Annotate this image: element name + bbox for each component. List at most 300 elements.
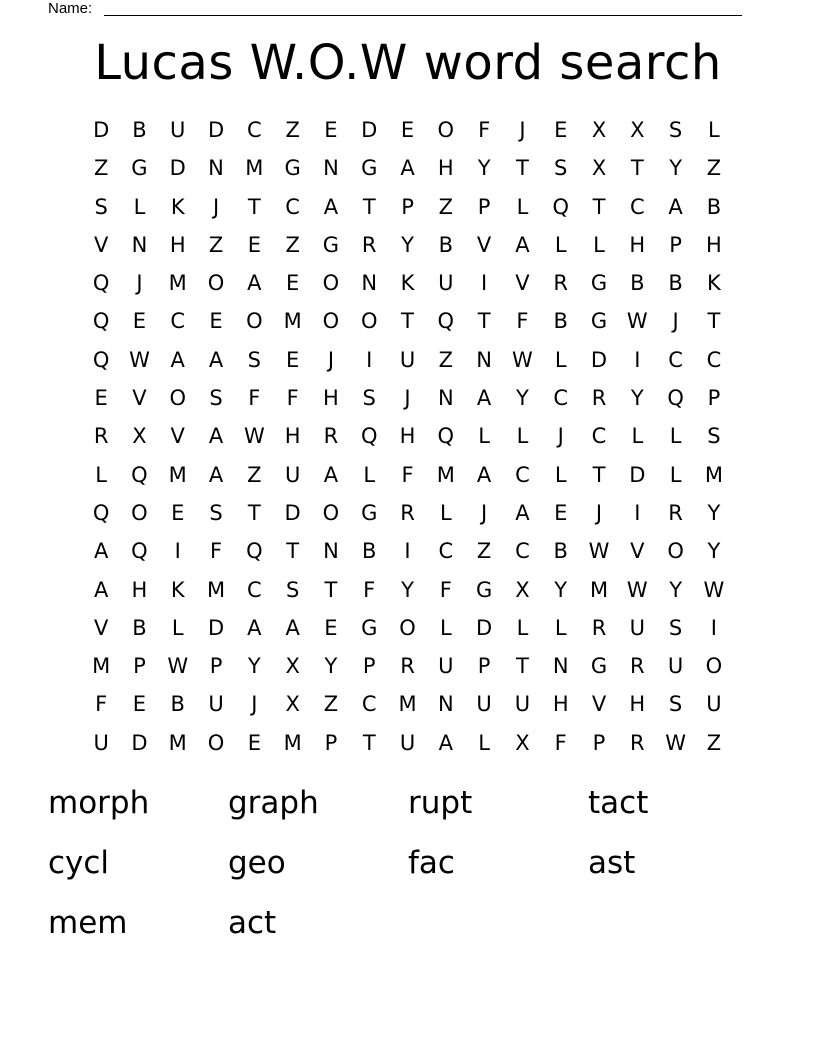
grid-letter[interactable]: M xyxy=(436,462,455,487)
grid-letter[interactable]: E xyxy=(285,271,300,296)
grid-letter[interactable]: M xyxy=(283,309,302,334)
grid-letter[interactable]: N xyxy=(476,347,492,372)
grid-letter[interactable]: V xyxy=(630,539,645,564)
grid-letter[interactable]: Y xyxy=(401,232,414,257)
grid-letter[interactable]: X xyxy=(591,118,607,142)
grid-letter[interactable]: L xyxy=(554,615,567,640)
grid-letter[interactable]: T xyxy=(707,309,721,334)
grid-letter[interactable]: E xyxy=(324,118,338,142)
grid-letter[interactable]: F xyxy=(401,462,414,487)
grid-letter[interactable]: T xyxy=(401,309,414,334)
grid-letter[interactable]: F xyxy=(439,577,452,602)
grid-letter[interactable]: S xyxy=(94,194,108,219)
grid-letter[interactable]: T xyxy=(286,539,300,564)
grid-letter[interactable]: L xyxy=(708,118,720,142)
grid-letter[interactable]: O xyxy=(169,386,186,411)
grid-letter[interactable]: O xyxy=(131,500,148,525)
grid-letter[interactable]: M xyxy=(245,156,264,181)
grid-letter[interactable]: V xyxy=(93,232,109,257)
grid-letter[interactable]: B xyxy=(630,271,645,296)
grid-letter[interactable]: U xyxy=(170,118,186,142)
grid-letter[interactable]: U xyxy=(438,271,454,296)
grid-letter[interactable]: V xyxy=(591,692,607,717)
grid-letter[interactable]: M xyxy=(283,730,302,755)
grid-letter[interactable]: N xyxy=(437,692,454,717)
grid-letter[interactable]: H xyxy=(706,232,722,257)
grid-letter[interactable]: N xyxy=(552,654,569,679)
grid-letter[interactable]: X xyxy=(132,424,147,449)
grid-letter[interactable]: S xyxy=(668,118,683,142)
grid-letter[interactable]: U xyxy=(399,730,416,755)
grid-letter[interactable]: S xyxy=(554,156,568,181)
grid-row xyxy=(82,647,733,685)
grid-letter[interactable]: Y xyxy=(669,156,683,181)
grid-letter[interactable]: J xyxy=(136,271,143,296)
grid-letter[interactable]: H xyxy=(169,232,186,257)
grid-letter[interactable]: D xyxy=(93,118,110,142)
grid-letter[interactable]: O xyxy=(322,309,340,334)
grid-letter[interactable]: W xyxy=(167,654,189,679)
grid-letter[interactable]: P xyxy=(133,654,146,679)
grid-letter[interactable]: A xyxy=(93,539,109,564)
grid-letter[interactable]: Z xyxy=(438,347,454,372)
grid-letter[interactable]: W xyxy=(243,424,265,449)
grid-letter[interactable]: E xyxy=(285,347,300,372)
grid-letter[interactable]: C xyxy=(170,309,186,334)
grid-letter[interactable]: S xyxy=(285,577,300,602)
grid-letter[interactable]: T xyxy=(516,654,529,679)
grid-letter[interactable]: I xyxy=(481,271,488,296)
grid-letter[interactable]: T xyxy=(247,500,261,525)
grid-letter[interactable]: L xyxy=(478,424,490,449)
grid-letter[interactable]: A xyxy=(93,577,109,602)
grid-letter[interactable]: I xyxy=(634,500,641,525)
grid-letter[interactable]: V xyxy=(515,271,530,296)
grid-letter[interactable]: Y xyxy=(707,500,721,525)
grid-letter[interactable]: X xyxy=(285,692,300,717)
grid-letter[interactable]: L xyxy=(363,462,376,487)
grid-letter[interactable]: H xyxy=(323,386,339,411)
grid-letter[interactable]: Q xyxy=(131,462,148,487)
grid-letter[interactable]: E xyxy=(400,118,415,142)
grid-letter[interactable]: L xyxy=(133,194,146,219)
grid-letter[interactable]: L xyxy=(554,232,567,257)
word-list-item: tact xyxy=(588,785,649,821)
grid-letter[interactable]: J xyxy=(672,309,679,334)
grid-letter[interactable]: F xyxy=(95,692,108,717)
grid-letter[interactable]: R xyxy=(93,424,109,449)
grid-letter[interactable]: L xyxy=(554,347,567,372)
grid-letter[interactable]: L xyxy=(171,615,184,640)
grid-letter[interactable]: U xyxy=(438,654,454,679)
letter-grid xyxy=(82,111,733,762)
grid-letter[interactable]: O xyxy=(705,654,723,679)
grid-letter[interactable]: O xyxy=(207,271,225,296)
grid-letter[interactable]: A xyxy=(170,347,185,372)
grid-letter[interactable]: Z xyxy=(247,462,262,487)
grid-letter[interactable]: L xyxy=(439,500,452,525)
grid-letter[interactable]: N xyxy=(131,232,148,257)
grid-letter[interactable]: L xyxy=(439,615,452,640)
grid-letter[interactable]: Q xyxy=(92,347,110,372)
grid-letter[interactable]: O xyxy=(360,309,378,334)
grid-letter[interactable]: Y xyxy=(630,386,644,411)
grid-letter[interactable]: J xyxy=(212,194,220,219)
grid-letter[interactable]: D xyxy=(207,118,225,142)
grid-letter[interactable]: W xyxy=(703,577,725,602)
grid-letter[interactable]: P xyxy=(324,730,338,755)
grid-letter[interactable]: W xyxy=(626,577,648,602)
grid-letter[interactable]: Z xyxy=(93,156,109,181)
grid-letter[interactable]: A xyxy=(285,615,300,640)
grid-letter[interactable]: C xyxy=(515,462,530,487)
grid-letter[interactable]: B xyxy=(362,539,377,564)
grid-letter[interactable]: Y xyxy=(669,577,683,602)
grid-letter[interactable]: Z xyxy=(438,194,454,219)
grid-letter[interactable]: I xyxy=(634,347,641,372)
grid-letter[interactable]: A xyxy=(208,424,224,449)
grid-letter[interactable]: F xyxy=(248,386,261,411)
grid-letter[interactable]: L xyxy=(516,194,529,219)
grid-letter[interactable]: B xyxy=(170,692,185,717)
grid-letter[interactable]: C xyxy=(629,194,645,219)
grid-letter[interactable]: E xyxy=(247,232,261,257)
grid-letter[interactable]: P xyxy=(707,386,721,411)
grid-letter[interactable]: M xyxy=(704,462,723,487)
grid-letter[interactable]: U xyxy=(208,692,224,717)
grid-letter[interactable]: T xyxy=(362,730,376,755)
grid-letter[interactable]: P xyxy=(477,654,491,679)
grid-letter[interactable]: B xyxy=(132,615,147,640)
grid-letter[interactable]: D xyxy=(361,118,378,142)
grid-letter[interactable]: W xyxy=(665,730,686,755)
grid-letter[interactable]: G xyxy=(284,156,301,181)
grid-letter[interactable]: Z xyxy=(285,118,300,142)
grid-letter[interactable]: C xyxy=(553,386,569,411)
grid-letter[interactable]: O xyxy=(399,615,416,640)
grid-letter[interactable]: K xyxy=(170,194,185,219)
grid-letter[interactable]: H xyxy=(284,424,301,449)
grid-letter[interactable]: E xyxy=(171,500,185,525)
grid-letter[interactable]: C xyxy=(515,539,530,564)
grid-letter[interactable]: N xyxy=(323,156,339,181)
grid-letter[interactable]: A xyxy=(208,347,224,372)
grid-letter[interactable]: Y xyxy=(707,539,721,564)
grid-letter[interactable]: O xyxy=(667,539,684,564)
grid-letter[interactable]: V xyxy=(476,232,492,257)
grid-letter[interactable]: J xyxy=(595,500,603,525)
grid-letter[interactable]: O xyxy=(207,730,225,755)
grid-letter[interactable]: C xyxy=(285,194,300,219)
grid-letter[interactable]: K xyxy=(170,577,185,602)
grid-letter[interactable]: U xyxy=(399,347,416,372)
grid-letter[interactable]: U xyxy=(93,730,109,755)
grid-letter[interactable]: W xyxy=(588,539,610,564)
grid-letter[interactable]: A xyxy=(476,462,492,487)
grid-letter[interactable]: Z xyxy=(323,692,339,717)
grid-letter[interactable]: P xyxy=(401,194,414,219)
grid-letter[interactable]: B xyxy=(553,539,568,564)
grid-letter[interactable]: P xyxy=(477,194,491,219)
grid-letter[interactable]: W xyxy=(512,347,533,372)
grid-letter[interactable]: Q xyxy=(92,271,110,296)
grid-letter[interactable]: H xyxy=(629,232,646,257)
grid-letter[interactable]: Y xyxy=(516,386,529,411)
grid-letter[interactable]: G xyxy=(361,156,378,181)
grid-letter[interactable]: T xyxy=(592,462,606,487)
grid-letter[interactable]: A xyxy=(515,232,530,257)
grid-letter[interactable]: G xyxy=(590,309,608,334)
grid-letter[interactable]: Z xyxy=(285,232,300,257)
grid-letter[interactable]: E xyxy=(209,309,223,334)
grid-letter[interactable]: D xyxy=(207,615,225,640)
grid-letter[interactable]: D xyxy=(590,347,608,372)
grid-letter[interactable]: R xyxy=(591,386,607,411)
grid-letter[interactable]: Y xyxy=(247,654,261,679)
grid-letter[interactable]: Z xyxy=(208,232,224,257)
grid-letter[interactable]: Y xyxy=(401,577,414,602)
grid-letter[interactable]: V xyxy=(93,615,109,640)
grid-letter[interactable]: J xyxy=(404,386,411,411)
grid-letter[interactable]: A xyxy=(323,194,339,219)
grid-letter[interactable]: A xyxy=(438,730,453,755)
grid-letter[interactable]: A xyxy=(208,462,224,487)
grid-letter[interactable]: O xyxy=(322,271,340,296)
grid-row xyxy=(82,532,733,570)
grid-letter[interactable]: N xyxy=(361,271,378,296)
grid-letter[interactable]: R xyxy=(630,654,645,679)
grid-letter[interactable]: Q xyxy=(131,539,148,564)
grid-letter[interactable]: I xyxy=(174,539,181,564)
grid-letter[interactable]: L xyxy=(516,615,529,640)
grid-letter[interactable]: N xyxy=(208,156,224,181)
grid-letter[interactable]: T xyxy=(516,156,529,181)
grid-letter[interactable]: S xyxy=(668,692,683,717)
grid-letter[interactable]: M xyxy=(168,271,187,296)
grid-letter[interactable]: C xyxy=(591,424,607,449)
grid-letter[interactable]: E xyxy=(132,692,147,717)
grid-letter[interactable]: I xyxy=(710,615,717,640)
grid-letter[interactable]: R xyxy=(361,232,377,257)
grid-letter[interactable]: I xyxy=(404,539,411,564)
grid-letter[interactable]: G xyxy=(361,500,378,525)
grid-letter[interactable]: A xyxy=(668,194,683,219)
grid-letter[interactable]: L xyxy=(593,232,605,257)
grid-letter[interactable]: F xyxy=(286,386,299,411)
grid-letter[interactable]: L xyxy=(631,424,644,449)
name-blank[interactable] xyxy=(104,15,742,16)
grid-letter[interactable]: G xyxy=(475,577,493,602)
grid-letter[interactable]: X xyxy=(515,730,530,755)
grid-letter[interactable]: O xyxy=(322,500,340,525)
grid-letter[interactable]: H xyxy=(399,424,416,449)
grid-letter[interactable]: R xyxy=(323,424,339,449)
grid-letter[interactable]: B xyxy=(706,194,722,219)
grid-letter[interactable]: A xyxy=(400,156,415,181)
grid-letter[interactable]: R xyxy=(668,500,683,525)
grid-letter[interactable]: X xyxy=(515,577,530,602)
grid-letter[interactable]: R xyxy=(553,271,568,296)
grid-letter[interactable]: C xyxy=(247,118,262,142)
grid-letter[interactable]: L xyxy=(516,424,529,449)
grid-letter[interactable]: T xyxy=(477,309,491,334)
grid-letter[interactable]: D xyxy=(284,500,301,525)
grid-letter[interactable]: L xyxy=(95,462,107,487)
grid-letter[interactable]: M xyxy=(92,654,111,679)
grid-letter[interactable]: W xyxy=(626,309,648,334)
grid-letter[interactable]: T xyxy=(324,577,338,602)
grid-letter[interactable]: F xyxy=(554,730,567,755)
grid-letter[interactable]: M xyxy=(168,462,187,487)
grid-letter[interactable]: P xyxy=(592,730,606,755)
grid-letter[interactable]: K xyxy=(707,271,721,296)
grid-letter[interactable]: R xyxy=(400,654,415,679)
grid-letter[interactable]: L xyxy=(669,462,682,487)
grid-letter[interactable]: F xyxy=(516,309,529,334)
grid-letter[interactable]: U xyxy=(514,692,531,717)
grid-letter[interactable]: D xyxy=(169,156,186,181)
grid-letter[interactable]: K xyxy=(400,271,415,296)
grid-letter[interactable]: X xyxy=(591,156,607,181)
grid-letter[interactable]: T xyxy=(247,194,261,219)
grid-letter[interactable]: S xyxy=(209,386,223,411)
grid-letter[interactable]: D xyxy=(629,462,646,487)
grid-letter[interactable]: S xyxy=(247,347,261,372)
grid-letter[interactable]: H xyxy=(131,577,148,602)
grid-letter[interactable]: U xyxy=(284,462,301,487)
grid-letter[interactable]: L xyxy=(554,462,567,487)
grid-letter[interactable]: H xyxy=(437,156,454,181)
grid-letter[interactable]: B xyxy=(668,271,683,296)
grid-letter[interactable]: C xyxy=(668,347,683,372)
grid-letter[interactable]: E xyxy=(94,386,108,411)
grid-letter[interactable]: E xyxy=(324,615,338,640)
grid-letter[interactable]: S xyxy=(362,386,376,411)
grid-letter[interactable]: T xyxy=(362,194,376,219)
grid-letter[interactable]: H xyxy=(629,692,646,717)
grid-letter[interactable]: Y xyxy=(477,156,491,181)
grid-letter[interactable]: J xyxy=(519,118,526,142)
grid-letter[interactable]: V xyxy=(170,424,185,449)
grid-letter[interactable]: C xyxy=(438,539,454,564)
grid-letter[interactable]: C xyxy=(706,347,722,372)
grid-letter[interactable]: E xyxy=(554,500,568,525)
grid-letter[interactable]: L xyxy=(669,424,682,449)
grid-letter[interactable]: Q xyxy=(437,309,455,334)
grid-letter[interactable]: B xyxy=(553,309,568,334)
grid-letter[interactable]: A xyxy=(515,500,530,525)
grid-letter[interactable]: H xyxy=(552,692,569,717)
grid-letter[interactable]: N xyxy=(323,539,339,564)
grid-letter[interactable]: Q xyxy=(667,386,684,411)
grid-letter[interactable]: L xyxy=(478,730,490,755)
grid-letter[interactable]: D xyxy=(476,615,493,640)
grid-letter[interactable]: A xyxy=(247,271,262,296)
grid-letter[interactable]: I xyxy=(366,347,373,372)
grid-row xyxy=(82,417,733,455)
grid-letter[interactable]: R xyxy=(630,730,645,755)
grid-letter[interactable]: R xyxy=(400,500,415,525)
grid-letter[interactable]: Z xyxy=(476,539,492,564)
grid-letter[interactable]: M xyxy=(206,577,226,602)
grid-letter[interactable]: C xyxy=(361,692,377,717)
grid-letter[interactable]: E xyxy=(554,118,568,142)
grid-letter[interactable]: M xyxy=(168,730,187,755)
grid-letter[interactable]: Q xyxy=(92,309,110,334)
grid-letter[interactable]: U xyxy=(706,692,722,717)
grid-letter[interactable]: A xyxy=(247,615,262,640)
grid-letter[interactable]: O xyxy=(437,118,455,142)
grid-letter[interactable]: F xyxy=(363,577,376,602)
grid-letter[interactable]: J xyxy=(327,347,335,372)
grid-letter[interactable]: Q xyxy=(360,424,378,449)
grid-row xyxy=(82,264,733,302)
grid-row xyxy=(82,685,733,723)
grid-letter[interactable]: W xyxy=(129,347,150,372)
grid-letter[interactable]: E xyxy=(247,730,261,755)
grid-letter[interactable]: T xyxy=(630,156,644,181)
grid-letter[interactable]: V xyxy=(132,386,147,411)
grid-letter[interactable]: Z xyxy=(706,156,722,181)
grid-letter[interactable]: Y xyxy=(324,654,338,679)
grid-letter[interactable]: U xyxy=(476,692,492,717)
word-list-item: morph xyxy=(48,785,150,821)
grid-letter[interactable]: J xyxy=(481,500,488,525)
grid-letter[interactable]: B xyxy=(132,118,147,142)
grid-letter[interactable]: J xyxy=(557,424,564,449)
grid-letter[interactable]: N xyxy=(437,386,454,411)
grid-letter[interactable]: Q xyxy=(552,194,569,219)
grid-letter[interactable]: G xyxy=(590,271,608,296)
grid-letter[interactable]: X xyxy=(630,118,645,142)
grid-letter[interactable]: Q xyxy=(437,424,455,449)
word-list-item: fac xyxy=(408,845,455,881)
grid-letter[interactable]: G xyxy=(131,156,148,181)
grid-letter[interactable]: S xyxy=(668,615,683,640)
grid-letter[interactable]: Z xyxy=(706,730,722,755)
word-list-item: mem xyxy=(48,905,128,941)
grid-letter[interactable]: Q xyxy=(92,500,110,525)
grid-letter[interactable]: P xyxy=(362,654,376,679)
grid-letter[interactable]: O xyxy=(246,309,263,334)
grid-letter[interactable]: G xyxy=(361,615,378,640)
grid-letter[interactable]: U xyxy=(667,654,684,679)
grid-letter[interactable]: G xyxy=(322,232,340,257)
grid-letter[interactable]: U xyxy=(629,615,645,640)
grid-letter[interactable]: Y xyxy=(554,577,568,602)
grid-letter[interactable]: J xyxy=(251,692,258,717)
grid-letter[interactable]: S xyxy=(209,500,223,525)
grid-letter[interactable]: A xyxy=(323,462,339,487)
grid-letter[interactable]: M xyxy=(589,577,609,602)
grid-letter[interactable]: T xyxy=(592,194,606,219)
grid-letter[interactable]: Q xyxy=(246,539,263,564)
grid-letter[interactable]: F xyxy=(478,118,491,142)
grid-letter[interactable]: S xyxy=(707,424,721,449)
grid-letter[interactable]: F xyxy=(209,539,223,564)
grid-letter[interactable]: P xyxy=(209,654,223,679)
grid-letter[interactable]: G xyxy=(590,654,608,679)
grid-letter[interactable]: E xyxy=(132,309,147,334)
grid-letter[interactable]: C xyxy=(247,577,262,602)
grid-letter[interactable]: P xyxy=(669,232,682,257)
grid-letter[interactable]: X xyxy=(285,654,300,679)
grid-letter[interactable]: R xyxy=(591,615,607,640)
grid-letter[interactable]: D xyxy=(131,730,148,755)
grid-letter[interactable]: M xyxy=(398,692,417,717)
grid-letter[interactable]: B xyxy=(438,232,454,257)
grid-letter[interactable]: A xyxy=(476,386,492,411)
